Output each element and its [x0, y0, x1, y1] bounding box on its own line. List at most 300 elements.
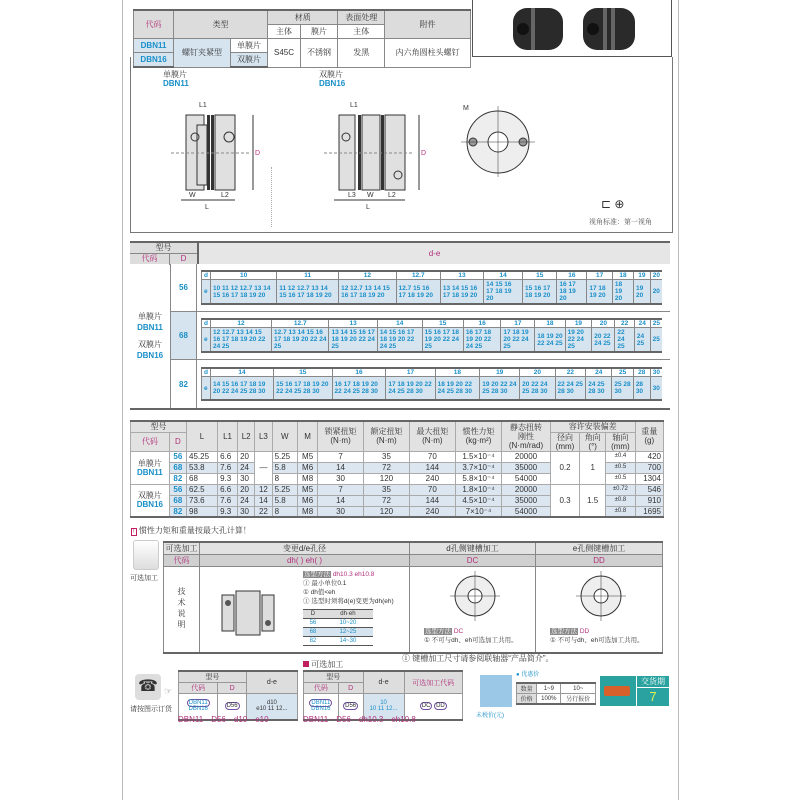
d-bore: 12.7 [272, 319, 329, 328]
l-value: 68 [187, 473, 218, 484]
phone-icon: ☎ [135, 674, 161, 700]
code-dbn11: DBN11 [188, 700, 208, 707]
max-torque: 144 [409, 495, 455, 506]
de-row [171, 312, 670, 360]
d-value: 56 [169, 451, 186, 462]
double-label: 双膜片 [138, 340, 162, 349]
d-bore: 18 [612, 271, 633, 280]
spec-row [131, 484, 664, 495]
w-value: 5.8 [272, 462, 298, 473]
dd-keyway-drawing [576, 571, 626, 621]
range-d-header: D [303, 610, 323, 619]
dc-keyway-drawing [450, 571, 500, 621]
warning-icon: ! [133, 529, 135, 535]
code-dbn11: DBN11 [311, 700, 331, 707]
method-tag: 选型方法 [551, 628, 577, 635]
price-image [480, 675, 512, 707]
inertia: 7×10⁻⁴ [455, 506, 501, 517]
e-bores: 24 25 [634, 328, 650, 352]
qty-2: 10~ [561, 683, 596, 694]
inertia: 5.8×10⁻⁴ [455, 473, 501, 484]
opt-code-header: 可选加工代码 [404, 671, 462, 694]
rated-torque-header: 额定扭矩 [370, 427, 403, 437]
d-value: 68 [171, 312, 197, 359]
surface-header: 表面处理 [338, 10, 385, 25]
e-bores: 15 16 17 18 19 20 22 24 25 [422, 328, 463, 352]
code-dbn16: DBN16 [188, 706, 208, 713]
e-bores: 19 20 22 24 25 [565, 328, 592, 352]
d-bore: 24 [634, 319, 650, 328]
order-string-2: DBN11－D56－dh10.3－eh10.8 [303, 715, 416, 724]
material-film-header: 膜片 [300, 25, 337, 39]
body-material: S45C [268, 39, 301, 68]
weight-header: 重量 [641, 427, 658, 437]
rated-torque: 35 [364, 484, 410, 495]
divider [271, 167, 272, 227]
e-bores: 14 15 16 17 18 19 20 22 24 25 28 30 [210, 376, 273, 400]
unit: (g) [644, 436, 655, 446]
rated-torque: 72 [364, 495, 410, 506]
stiffness: 54000 [502, 506, 551, 517]
de-subtable [201, 270, 662, 305]
d-bore: 19 [480, 368, 520, 377]
range-value: 14~30 [323, 637, 373, 646]
stiffness: 20000 [502, 484, 551, 495]
price-row-label: 价格 [517, 694, 537, 705]
e-values: 10 11 12... [369, 706, 398, 713]
e-bores: 30 [650, 376, 662, 400]
d-label: d [202, 368, 211, 377]
l-value: 98 [187, 506, 218, 517]
e-bores: 17 18 19 20 [587, 280, 613, 304]
d-bore: 12 [339, 271, 397, 280]
axial: ±0.5 [606, 473, 635, 484]
m-value: M5 [298, 484, 318, 495]
col-e-keyway: e孔侧键槽加工 [536, 542, 663, 555]
col-d-keyway: d孔侧键槽加工 [410, 542, 536, 555]
m-value: M6 [298, 462, 318, 473]
stiffness-header: 静态扭转 [510, 422, 542, 432]
note-text: 最小单位0.1 [311, 580, 347, 587]
lock-torque-header: 锁紧扭矩 [324, 427, 357, 437]
d-value: 82 [169, 506, 186, 517]
series-label: 单膜片 [137, 458, 162, 468]
model-header: 型号 [130, 243, 197, 254]
max-torque: 240 [409, 473, 455, 484]
drawing-section [130, 57, 673, 233]
opt-dc: DC [421, 703, 431, 710]
d-bore: 18 [535, 319, 565, 328]
delivery-days: 7 [649, 689, 657, 704]
d-bore: 25 [612, 368, 633, 377]
order-string-1: DBN11－D56－d10－e10 [178, 715, 269, 724]
price-table [516, 682, 596, 705]
series-code: DBN16 [136, 500, 163, 510]
spec-row [131, 451, 664, 462]
accessory-value: 内六角圆柱头螺钉 [385, 39, 471, 68]
e-bores: 13 14 15 16 17 18 19 20 22 24 25 [329, 328, 377, 352]
e-bores: 12.7 15 16 17 18 19 20 [396, 280, 440, 304]
method-tag: 选型方法 [304, 571, 330, 578]
e-bores: 20 22 24 25 [592, 328, 615, 352]
e-bores: 28 30 [633, 376, 650, 400]
range-d: 56 [303, 619, 323, 628]
code-header: 代码 [179, 683, 218, 694]
d-selected: d10 [266, 700, 277, 707]
l2-value: 24 [238, 495, 255, 506]
l1-header: L1 [218, 421, 238, 451]
angular: 1 [580, 451, 606, 484]
qty-label: 数量 [517, 683, 537, 694]
range-table [303, 609, 373, 646]
w-value: 5.8 [272, 495, 298, 506]
series-cell [131, 451, 170, 484]
unit: (°) [588, 441, 597, 451]
m-value: M5 [298, 451, 318, 462]
axial: ±0.5 [606, 462, 635, 473]
code-dh-eh: dh( ) eh( ) [200, 555, 410, 567]
price-label: 未税价(元) [476, 713, 504, 719]
e-bores: 22 24 25 [615, 328, 634, 352]
e-bores: 16 17 18 19 20 22 24 25 28 30 [332, 376, 386, 400]
l2-value: 30 [238, 506, 255, 517]
opt-dd: DD [436, 703, 445, 710]
double-code: DBN16 [136, 351, 164, 360]
d-value: 56 [171, 264, 197, 311]
dd-note: 不可与dh、eh可选加工共用。 [557, 637, 644, 644]
d-bore: 12 [210, 319, 271, 328]
stiffness: 20000 [502, 451, 551, 462]
dh-note-3: ① 选型时须将d(e)变更为dh(eh) [303, 598, 394, 605]
e-bores: 24 25 28 30 [586, 376, 612, 400]
l1-value: 6.6 [218, 484, 238, 495]
dc-note: 不可与dh、eh可选加工共用。 [431, 637, 518, 644]
allowance-header: 容许安装偏差 [550, 421, 635, 432]
coupling-photo-icon [473, 0, 673, 58]
unit: (mm) [611, 441, 630, 451]
max-torque: 240 [409, 506, 455, 517]
view-standard: 视角标准：第一视角 [589, 219, 652, 226]
discount-text: 优惠价 [521, 672, 540, 678]
dim-L3: L3 [348, 192, 356, 199]
axial: ±0.72 [606, 484, 635, 495]
dim-L: L [366, 204, 370, 211]
method-tag: 选型方法 [425, 628, 451, 635]
inertia: 1.8×10⁻⁴ [455, 484, 501, 495]
d-value: 56 [169, 484, 186, 495]
d-bore: 14 [377, 319, 422, 328]
film-double: 双膜片 [230, 53, 267, 68]
pointing-hand-icon: ☞ [164, 686, 173, 696]
w-value: 5.25 [272, 484, 298, 495]
m-value: M8 [298, 473, 318, 484]
single-label: 单膜片 [138, 312, 162, 321]
d-bore: 24 [586, 368, 612, 377]
d-bore: 28 [633, 368, 650, 377]
bore-change-drawing [210, 587, 290, 637]
unit: (N·m) [376, 436, 397, 446]
series-cell [131, 484, 170, 517]
stiffness: 54000 [502, 473, 551, 484]
lock-torque: 7 [318, 451, 364, 462]
dim-L1: L1 [199, 102, 207, 109]
single-code: DBN11 [137, 323, 163, 332]
e-bores: 25 28 30 [612, 376, 633, 400]
order-label: 请按图示订货 [130, 706, 172, 713]
d-bore: 10 [210, 271, 276, 280]
double-code: DBN16 [319, 79, 346, 88]
truck-icon [600, 676, 636, 706]
end-view-drawing [461, 102, 536, 177]
stiffness: 35000 [502, 462, 551, 473]
optional-icon-label: 可选加工 [130, 575, 158, 582]
code-header: 代码 [130, 254, 170, 265]
lock-torque: 30 [318, 473, 364, 484]
d-label: d [202, 271, 211, 280]
range-d: 68 [303, 628, 323, 637]
d-bore: 17 [587, 271, 613, 280]
m-value: M8 [298, 506, 318, 517]
d-bore: 12.7 [396, 271, 440, 280]
angular: 1.5 [580, 484, 606, 517]
accessory-header: 附件 [385, 10, 471, 39]
type-value: 螺钉夹紧型 [174, 39, 231, 68]
axial: ±0.4 [606, 451, 635, 462]
rated-torque: 120 [364, 473, 410, 484]
optional-table: 可选加工 变更d/e孔径 d孔侧键槽加工 e孔侧键槽加工 代码 dh( ) eh( ) DC DD 技术说明 选型方法 dh10.3 eh10.8 ① 最小单位0.1 ① dh值<eh ① 选型时须将d(e)变更为dh(eh) D dh·eh 56 10~20 68 12~25 82 14~30 选型方法 DC ① 不可与dh、eh可选加工共用。 选型方法 DD ① 不可与dh、eh可选加工共用。 [163, 541, 663, 654]
e-bores: 22 24 25 28 30 [555, 376, 586, 400]
weight: 1695 [635, 506, 663, 517]
d-selected: 10 [380, 700, 387, 707]
l3-value: 12 [255, 484, 272, 495]
d-header: D [338, 683, 363, 694]
e-bores: 17 18 19 20 22 24 25 28 30 [386, 376, 435, 400]
dim-W: W [367, 192, 374, 199]
code-dbn16: DBN16 [311, 706, 331, 713]
d-bore: 20 [592, 319, 615, 328]
d-bore: 15 [274, 368, 332, 377]
l2-value: 20 [238, 451, 255, 462]
drill-icon [133, 540, 159, 570]
d-header: D [180, 254, 187, 263]
l-value: 45.25 [187, 451, 218, 462]
spec-table [130, 420, 664, 518]
m-header: M [298, 421, 318, 451]
weight: 700 [635, 462, 663, 473]
e-bores: 12 12.7 13 14 15 16 17 18 19 20 [339, 280, 397, 304]
e-bores: 19 20 22 24 25 28 30 [480, 376, 520, 400]
l2-value: 24 [238, 462, 255, 473]
code-header: 代码 [164, 555, 200, 567]
d-bore: 25 [650, 319, 662, 328]
radial: 0.2 [550, 451, 579, 484]
projection-icon: ⊏ ⊕ [601, 197, 625, 211]
e-bores: 13 14 15 16 17 18 19 20 [440, 280, 483, 304]
stiffness-header-2: 刚性 [518, 431, 534, 441]
series-label: 双膜片 [137, 491, 162, 501]
d-value: D56 [345, 703, 357, 710]
d-bore: 16 [557, 271, 587, 280]
l-value: 53.8 [187, 462, 218, 473]
max-torque: 70 [409, 451, 455, 462]
e-bores: 18 19 20 22 24 25 28 30 [435, 376, 480, 400]
d-bore: 16 [332, 368, 386, 377]
de-subtable [201, 318, 662, 353]
l-value: 62.5 [187, 484, 218, 495]
surface-value: 发黑 [338, 39, 385, 68]
max-torque: 144 [409, 462, 455, 473]
note-text: 选型时须将d(e)变更为dh(eh) [311, 598, 394, 605]
e-bores: 17 18 19 20 22 24 25 [501, 328, 535, 352]
inertia: 3.7×10⁻⁴ [455, 462, 501, 473]
single-code: DBN11 [163, 79, 189, 88]
double-label: 双膜片 [319, 70, 343, 79]
weight: 420 [635, 451, 663, 462]
dim-D: D [255, 150, 261, 157]
w-value: 8 [272, 506, 298, 517]
max-torque-header: 最大扭矩 [416, 427, 449, 437]
material-body-header: 主体 [268, 25, 301, 39]
de-header: d-e [363, 671, 404, 694]
inertia: 1.5×10⁻⁴ [455, 451, 501, 462]
e-bores: 25 [650, 328, 662, 352]
l3-value: 14 [255, 495, 272, 506]
model-header: 型号 [179, 671, 247, 683]
weight: 910 [635, 495, 663, 506]
l3-value: 22 [255, 506, 272, 517]
spec-note-text: 惯性力矩和重量按最大孔计算！ [138, 526, 251, 535]
l1-value: 9.3 [218, 506, 238, 517]
unit: (mm) [555, 441, 575, 451]
d-bore: 19 [634, 271, 651, 280]
e-bores: 20 [650, 280, 662, 304]
d-bore: 30 [650, 368, 662, 377]
d-value: 68 [169, 495, 186, 506]
de-row [171, 360, 670, 408]
dh-example: dh10.3 eh10.8 [332, 571, 375, 578]
optional-col-header: 可选加工 [165, 544, 198, 553]
page-border-right [678, 0, 679, 800]
opt-title-text: 可选加工 [311, 660, 344, 669]
stiffness: 35000 [502, 495, 551, 506]
e-bores: 19 20 [634, 280, 651, 304]
rated-torque: 72 [364, 462, 410, 473]
max-torque: 70 [409, 484, 455, 495]
d-bore: 19 [565, 319, 592, 328]
d-value: 82 [169, 473, 186, 484]
range-value: 12~25 [323, 628, 373, 637]
d-bore: 11 [277, 271, 339, 280]
e-bores: 16 17 18 19 20 [557, 280, 587, 304]
unit: (N·m) [330, 436, 351, 446]
e-bores: 14 15 16 17 18 19 20 22 24 25 [377, 328, 422, 352]
lock-torque: 14 [318, 495, 364, 506]
l3-header: L3 [255, 421, 272, 451]
e-bores: 18 19 20 22 24 25 [535, 328, 565, 352]
d-header: D [218, 683, 246, 694]
code-header: 代码 [304, 683, 339, 694]
e-bores: 20 22 24 25 28 30 [520, 376, 555, 400]
unit: (N·m) [422, 436, 443, 446]
d-bore: 13 [440, 271, 483, 280]
unit: (N·m/rad) [508, 440, 544, 450]
d-bore: 18 [435, 368, 480, 377]
e-bores: 16 17 18 19 20 22 24 25 [463, 328, 501, 352]
e-bores: 12.7 13 14 15 16 17 18 19 20 22 24 25 [272, 328, 329, 352]
keyway-note: ① 键槽加工尺寸请参阅联轴器“产品简介”。 [402, 654, 554, 663]
l2-header: L2 [238, 421, 255, 451]
e-values: e10 11 12... [256, 706, 288, 713]
e-bores: 10 11 12 12.7 13 14 15 16 17 18 19 20 [210, 280, 276, 304]
dim-L1: L1 [350, 102, 358, 109]
d-header: D [169, 432, 186, 451]
rated-torque: 35 [364, 451, 410, 462]
axial: ±0.8 [606, 495, 635, 506]
radial-header: 径向 [557, 432, 573, 442]
code-dc: DC [410, 555, 536, 567]
order-example-2 [303, 670, 463, 721]
d-value: D56 [226, 703, 238, 710]
e-bores: 12 12.7 13 14 15 16 17 18 19 20 22 24 25 [210, 328, 271, 352]
code-dd: DD [536, 555, 663, 567]
e-bores: 15 16 17 18 19 20 [523, 280, 557, 304]
dim-L2: L2 [221, 192, 229, 199]
note-text: dh值<eh [310, 589, 336, 596]
e-bores: 14 15 16 17 18 19 20 [484, 280, 523, 304]
m-value: M6 [298, 495, 318, 506]
d-bore: 17 [386, 368, 435, 377]
price-1: 100% [537, 694, 561, 705]
l-value: 73.6 [187, 495, 218, 506]
dim-L: L [205, 204, 209, 211]
pink-square-icon [303, 661, 309, 667]
e-label: e [202, 376, 211, 400]
film-single: 单膜片 [230, 39, 267, 53]
lock-torque: 14 [318, 462, 364, 473]
model-header: 型号 [304, 671, 364, 683]
d-bore: 22 [555, 368, 586, 377]
radial: 0.3 [550, 484, 579, 517]
d-value: 68 [169, 462, 186, 473]
code-header: 代码 [134, 10, 174, 39]
d-bore: 16 [463, 319, 501, 328]
de-table [130, 241, 670, 410]
l2-value: 30 [238, 473, 255, 484]
dim-M: M [463, 105, 469, 112]
e-bores: 11 12 12.7 13 14 15 16 17 18 19 20 [277, 280, 339, 304]
angular-header: 角向 [584, 432, 601, 442]
dim-L2: L2 [388, 192, 396, 199]
type-header: 类型 [174, 10, 268, 39]
code-header: 代码 [131, 432, 170, 451]
d-bore: 14 [484, 271, 523, 280]
axial: ±0.8 [606, 506, 635, 517]
range-d: 82 [303, 637, 323, 646]
d-bore: 15 [523, 271, 557, 280]
d-bore: 20 [650, 271, 662, 280]
single-coupling-drawing [171, 97, 263, 211]
d-label: d [202, 319, 211, 328]
product-photo [472, 0, 672, 57]
d-bore: 13 [329, 319, 377, 328]
keyway-note-text: 键槽加工尺寸请参阅联轴器“产品简介”。 [412, 654, 554, 663]
model-header: 型号 [131, 421, 187, 432]
page-border-left [122, 0, 123, 800]
d-bore: 15 [422, 319, 463, 328]
e-bores: 15 16 17 18 19 20 22 24 25 28 30 [274, 376, 332, 400]
double-coupling-drawing [324, 97, 428, 211]
de-row [171, 264, 670, 312]
